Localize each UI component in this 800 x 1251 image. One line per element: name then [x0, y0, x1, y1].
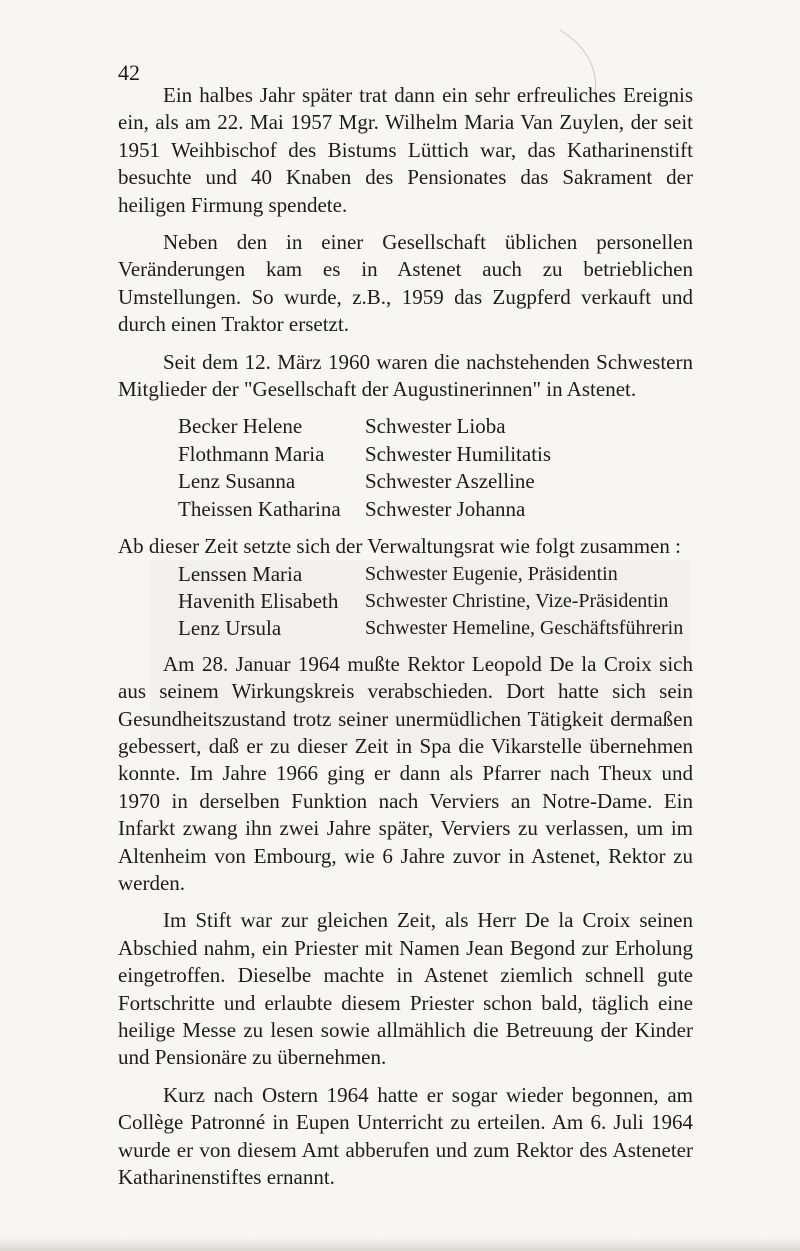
sister-title: Schwester Humilitatis [365, 441, 552, 466]
sister-title: Schwester Lioba [365, 414, 506, 439]
council-list [118, 561, 683, 643]
paragraph-umstellungen: Neben den in einer Gesellschaft üblichen personellen Veränderungen kam es in Astenet auch zu betrieblichen Umstellungen. So wurde, z.B., 1959 das Zugpferd verkauft und durch einen Traktor ersetzt. [118, 230, 693, 337]
sister-name: Becker Helene [178, 414, 303, 439]
list-item [118, 588, 683, 615]
list-item [118, 561, 683, 588]
sister-name: Theissen Katharina [178, 496, 341, 521]
page-number: 42 [118, 60, 140, 85]
paragraph-schwestern-intro: Seit dem 12. März 1960 waren die nachstehenden Schwestern Mitglieder der "Gesellschaft der Augustinerinnen" in Astenet. [118, 349, 693, 402]
sisters-list [118, 413, 551, 523]
sister-title: Schwester Aszelline [365, 469, 535, 494]
page-bottom-edge [0, 1237, 800, 1251]
council-member-name: Havenith Elisabeth [178, 588, 339, 613]
paragraph-firmung: Ein halbes Jahr später trat dann ein sehr erfreuliches Ereignis ein, als am 22. Mai 1957 Mgr. Wilhelm Maria Van Zuylen, der seit 1951 Weihbischof des Bistums Lüttich war, das Katharinenstift besuchte und 40 Knaben des Pensionates das Sakrament der heiligen Firmung spendete. [118, 83, 693, 217]
page-body [118, 82, 693, 1201]
council-member-title: Schwester Eugenie, Präsidentin [365, 562, 618, 585]
sister-name: Flothmann Maria [178, 441, 325, 466]
paragraph-de-la-croix: Am 28. Januar 1964 mußte Rektor Leopold De la Croix sich aus seinem Wirkungskreis verabschieden. Dort hatte sich sein Gesundheitszustand trotz seiner unermüdlichen Tätigkeit dermaßen gebessert, daß er zu dieser Zeit in Spa die Vikarstelle übernehmen konnte. Im Jahre 1966 ging er dann als Pfarrer nach Theux und 1970 in derselben Funktion nach Verviers an Notre-Dame. Ein Infarkt zwang ihn zwei Jahre später, Verviers zu verlassen, um im Altenheim von Embourg, wie 6 Jahre zuvor in Astenet, Rektor zu werden. [118, 651, 693, 895]
list-item [118, 441, 551, 468]
council-member-title: Schwester Christine, Vize-Präsidentin [365, 589, 669, 612]
sister-name: Lenz Susanna [178, 469, 296, 494]
council-intro: Ab dieser Zeit setzte sich der Verwaltungsrat wie folgt zusammen : [118, 534, 681, 559]
sister-title: Schwester Johanna [365, 496, 526, 521]
list-item [118, 468, 551, 495]
list-item [118, 496, 551, 523]
council-member-title: Schwester Hemeline, Geschäftsführerin [365, 617, 684, 640]
council-member-name: Lenz Ursula [178, 616, 282, 641]
paragraph-begond: Im Stift war zur gleichen Zeit, als Herr De la Croix seinen Abschied nahm, ein Priester mit Namen Jean Begond zur Erholung eingetroffen. Dieselbe machte in Astenet ziemlich schnell gute Fortschritte und erlaubte diesem Priester schon bald, täglich eine heilige Messe zu lesen sowie allmählich die Betreuung der Kinder und Pensionäre zu übernehmen. [118, 908, 693, 1070]
list-item [118, 413, 551, 440]
council-member-name: Lenssen Maria [178, 561, 303, 586]
list-item [118, 615, 683, 642]
paragraph-ostern-1964: Kurz nach Ostern 1964 hatte er sogar wieder begonnen, am Collège Patronné in Eupen Unterricht zu erteilen. Am 6. Juli 1964 wurde er von diesem Amt abberufen und zum Rektor des Asteneter Katharinenstiftes ernannt. [118, 1082, 693, 1190]
